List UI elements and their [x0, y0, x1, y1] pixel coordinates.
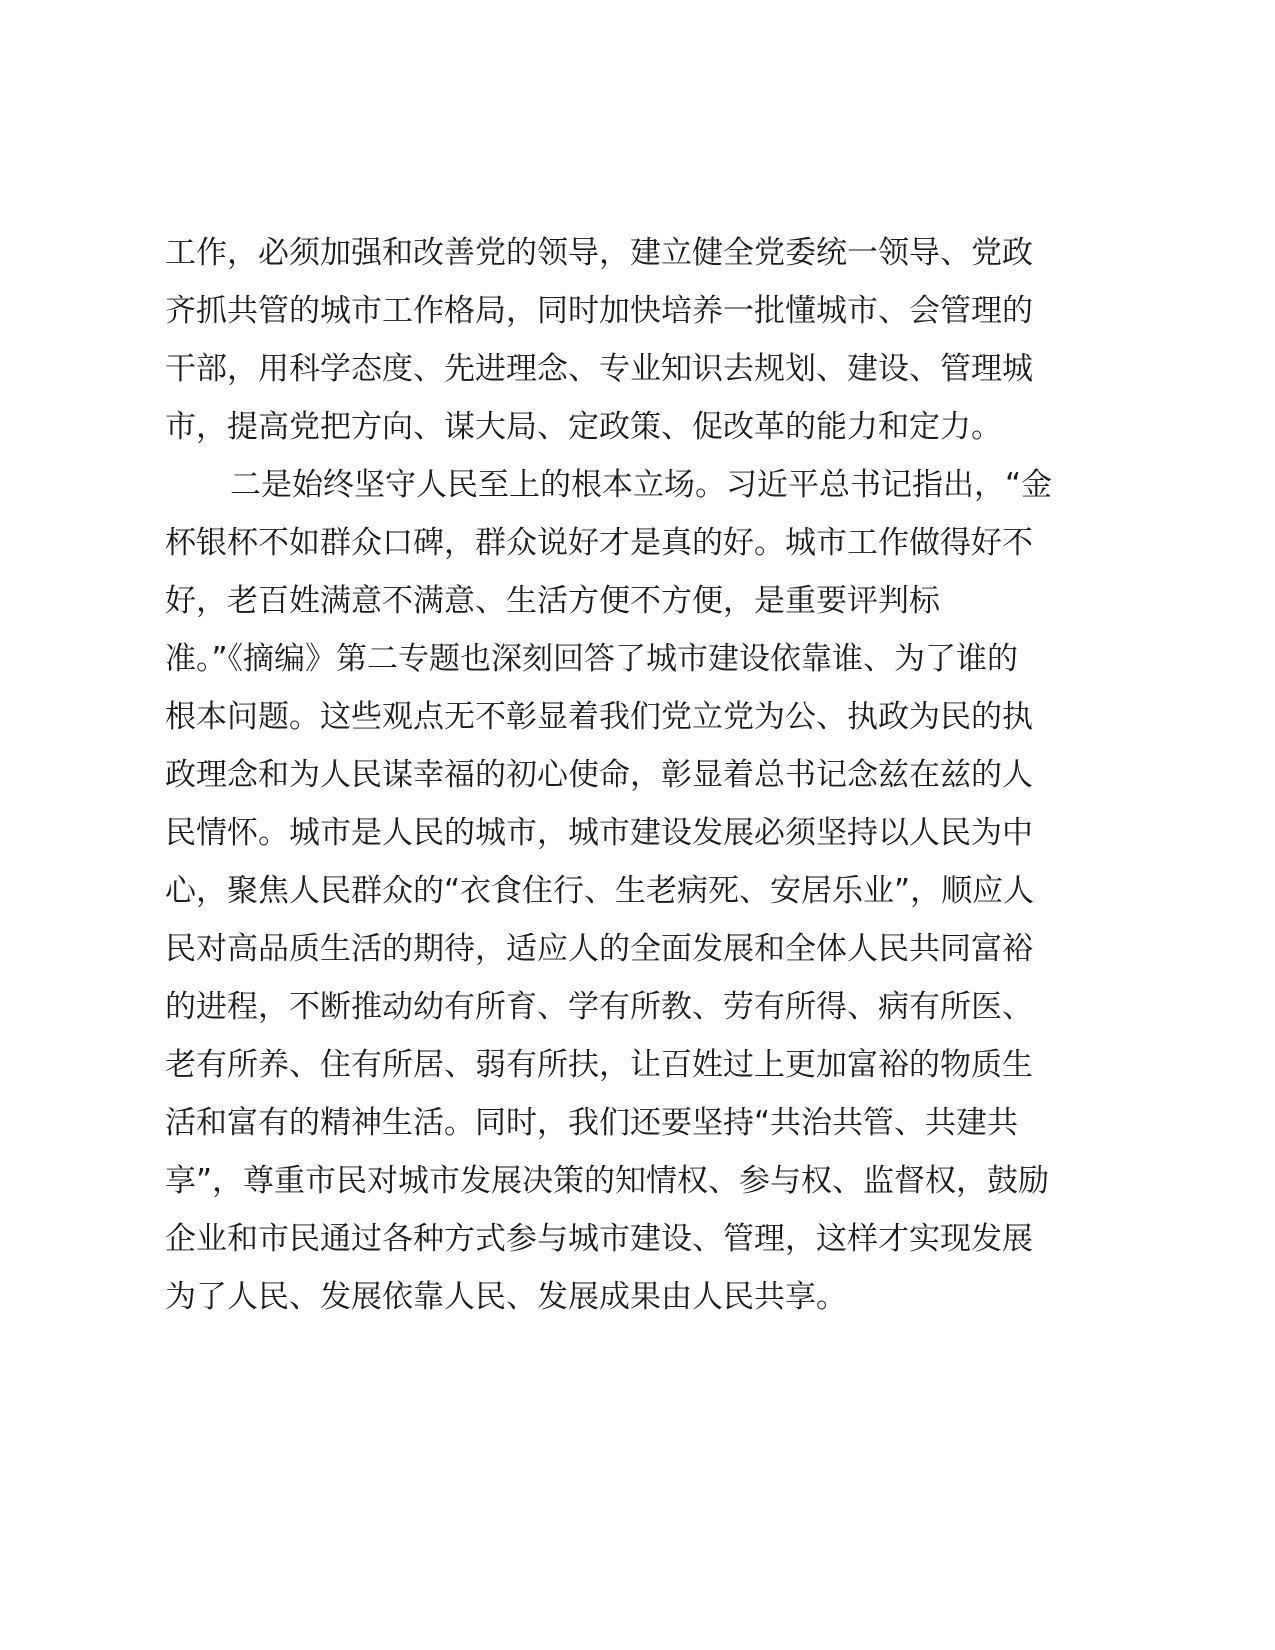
text-line: 工作，必须加强和改善党的领导，建立健全党委统一领导、党政 — [165, 235, 1033, 271]
text-line: 齐抓共管的城市工作格局，同时加快培养一批懂城市、会管理的 — [165, 293, 1033, 329]
text-line: 的进程，不断推动幼有所育、学有所教、劳有所得、病有所医、 — [165, 989, 1033, 1025]
text-line: 企业和市民通过各种方式参与城市建设、管理，这样才实现发展 — [165, 1221, 1033, 1257]
paragraph-1 — [165, 224, 1125, 456]
text-line: 根本问题。这些观点无不彰显着我们党立党为公、执政为民的执 — [165, 699, 1033, 735]
text-line: 好，老百姓满意不满意、生活方便不方便，是重要评判标 — [165, 583, 940, 619]
text-line: 享”，尊重市民对城市发展决策的知情权、参与权、监督权，鼓励 — [165, 1163, 1050, 1199]
body-text — [165, 224, 1125, 1326]
paragraph-2 — [165, 456, 1125, 1326]
text-line: 干部，用科学态度、先进理念、专业知识去规划、建设、管理城 — [165, 351, 1033, 387]
text-line: 准。”《摘编》第二专题也深刻回答了城市建设依靠谁、为了谁的 — [165, 641, 1019, 677]
text-line: 老有所养、住有所居、弱有所扶，让百姓过上更加富裕的物质生 — [165, 1047, 1033, 1083]
text-line: 杯银杯不如群众口碑，群众说好才是真的好。城市工作做得好不 — [165, 525, 1033, 561]
text-line: 二是始终坚守人民至上的根本立场。习近平总书记指出，“金 — [230, 467, 1053, 503]
text-line: 民情怀。城市是人民的城市，城市建设发展必须坚持以人民为中 — [165, 815, 1033, 851]
text-line: 政理念和为人民谋幸福的初心使命，彰显着总书记念兹在兹的人 — [165, 757, 1033, 793]
text-line: 为了人民、发展依靠人民、发展成果由人民共享。 — [165, 1279, 847, 1315]
text-line: 心，聚焦人民群众的“衣食住行、生老病死、安居乐业”，顺应人 — [165, 873, 1035, 909]
text-line: 活和富有的精神生活。同时，我们还要坚持“共治共管、共建共 — [165, 1105, 1019, 1141]
text-line: 市，提高党把方向、谋大局、定政策、促改革的能力和定力。 — [165, 409, 1002, 445]
text-line: 民对高品质生活的期待，适应人的全面发展和全体人民共同富裕 — [165, 931, 1033, 967]
